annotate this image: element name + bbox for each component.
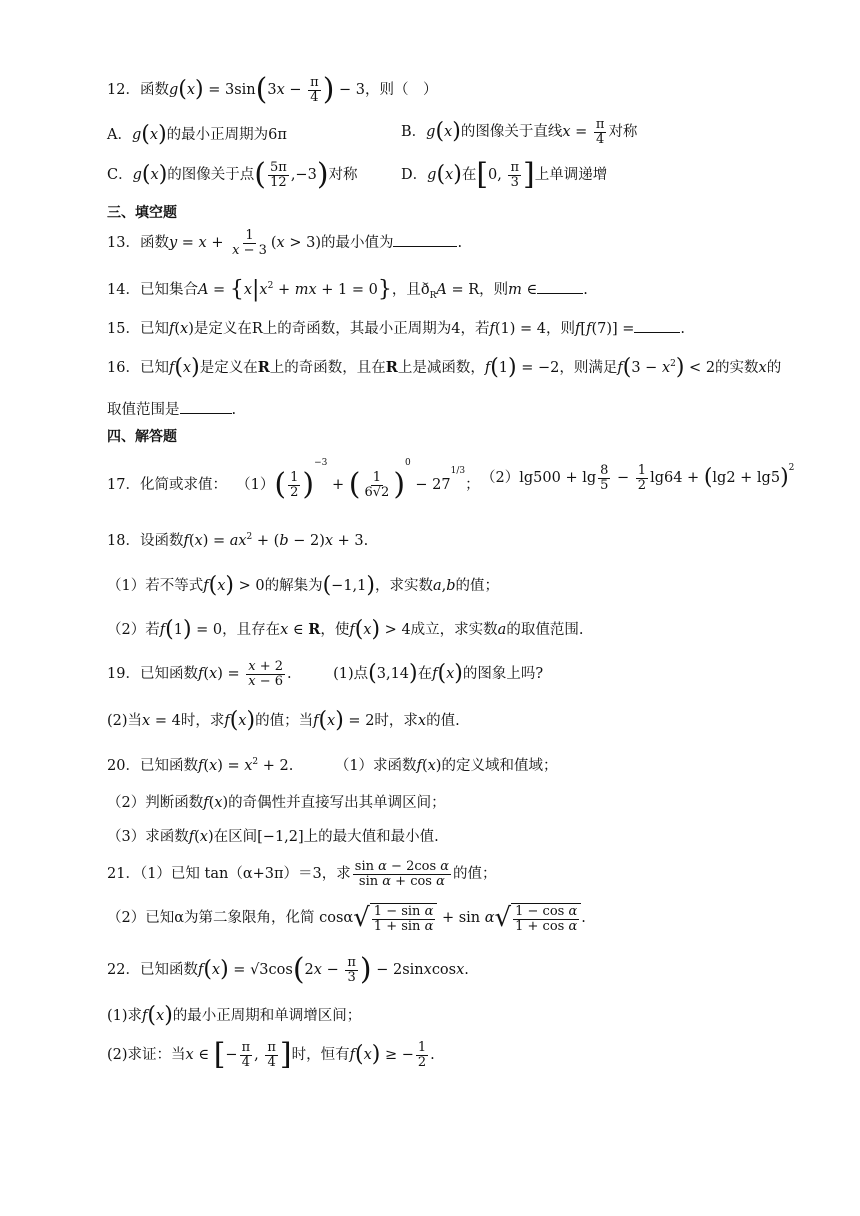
answer-blank[interactable] [634, 320, 680, 333]
q22-end: . [464, 962, 469, 978]
q21-s1-end: 的值； [453, 866, 497, 883]
q22-part-1: (1)求f(x)的最小正周期和单调增区间； [107, 1003, 362, 1028]
q14-prefix: 14．已知集合 [107, 282, 198, 298]
q12-suffix: ，则（ ） [365, 82, 438, 98]
answer-blank[interactable] [180, 401, 232, 414]
q15-text-2: ，则 [546, 321, 576, 337]
section-heading-solve: 四、解答题 [107, 429, 177, 445]
option-d-text-2: 上单调递增 [534, 167, 608, 183]
q20-end: . [288, 757, 294, 774]
q14: 14．已知集合$A = \{x|x^2$ + mx + 1 = 0}，且$ð_RA = R$，则m ∈ . [107, 277, 588, 302]
q20-s2-a: （2）判断函数 [107, 795, 204, 811]
q22-prefix: 22．已知函数 [107, 962, 198, 978]
q13: 13．函数y = x + $\frac{1}{x - 3}$ (x > 3)的最小值为 . [107, 228, 463, 258]
q16-line-1: 16．已知f(x)是定义在R上的奇函数，且在R上是减函数，f(1) = −2，则满足$f(3 - x^2) < 2$的实数x的 [107, 355, 782, 380]
q20-stem: 20．已知函数$f(x) = x^2 + 2$. （1）求函数f(x)的定义域和值域； [107, 757, 558, 774]
q12-option-d: D．g(x)在[0, $\frac{\pi}{3}$ ]上单调递增 [401, 157, 608, 192]
q20-prefix: 20．已知函数 [107, 757, 198, 774]
q21-part-2: （2）已知α为第二象限角，化简 cosα √ $\frac{\text{1 − sin α}}{\text{1 + sin α}}$ + sin α √ $\frac{\text{1 − cos α}}{\text{1 + cos α}}$ . [107, 903, 586, 934]
q16-prefix: 16．已知 [107, 360, 169, 376]
q17: 17．化简或求值： （1）( $\frac{1}{2}$ )$^{-3}$ + ( $\frac{1}{6√2}$ )$^0 - 27^{1/3}$； [107, 458, 480, 502]
q16-text-3: 上是减函数， [397, 360, 485, 376]
option-label-c: C． [107, 167, 133, 183]
q18-prefix: 18．设函数 [107, 532, 184, 549]
q17-part-2: （2）lg500 + lg $\frac{8}{5}$ − $\frac{1}{2}$ $\lg 64 + (\lg 2 + \lg 5)^2$ [481, 462, 795, 493]
q13-suffix: 的最小值为 [320, 235, 394, 252]
pi-over-4: $\frac{\pi}{4}$ [310, 74, 319, 105]
option-b-text-2: 对称 [608, 124, 638, 141]
q18-part-1: （1）若不等式f(x) > 0的解集为(−1,1)，求实数a,b的值； [107, 573, 500, 598]
q19-s1-a: (1)点 [333, 666, 369, 683]
option-c-text-2: 对称 [328, 167, 358, 183]
q20-s3-b: 在区间 [213, 829, 258, 845]
q20-s3-a: （3）求函数 [107, 829, 189, 845]
q12-stem: 12．函数g(x) = 3sin(3x − $\frac{\pi}{4}$ ) − 3，则（ ） [107, 72, 438, 107]
q19-s2-e: 的值. [426, 713, 460, 729]
q18-s1-a: （1）若不等式 [107, 578, 204, 594]
q17-part-2-label: （2） [481, 470, 520, 486]
q22-stem: 22．已知函数f(x) = √3cos(2x − $\frac{\pi}{3}$ ) − 2sinxcosx. [107, 952, 469, 987]
q16-text-1: 是定义在 [199, 360, 258, 376]
option-d-text-1: 在 [461, 167, 477, 183]
q21-prefix: 21．（1）已知 tan（α+3π）＝3，求 [107, 866, 351, 883]
option-label-b: B． [401, 124, 427, 141]
q22-s1-b: 的最小正周期和单调增区间； [172, 1008, 362, 1024]
q19-s2-d: 时，求 [374, 713, 418, 729]
q15-text-1: 是定义在R上的奇函数，其最小正周期为4，若 [193, 321, 490, 337]
q20-s1-a: （1）求函数 [334, 757, 417, 774]
q16-line2-text: 取值范围是 [107, 402, 180, 418]
q19-s1-c: 的图象上吗? [462, 666, 544, 683]
q22-s2-a: (2)求证：当 [107, 1047, 186, 1063]
q17-part-1-end: ； [465, 477, 480, 493]
q19-s2-c: 的值；当 [255, 713, 314, 729]
q18-s2-b: ，且存在 [222, 622, 281, 638]
q22-s2-b: 时，恒有 [291, 1047, 350, 1063]
q16-text-2: 上的奇函数，且在 [269, 360, 386, 376]
q18-s2-c: ，使 [320, 622, 350, 638]
q18-s2-d: 成立，求实数 [410, 622, 498, 638]
q20-part-3: （3）求函数f(x)在区间[−1,2]上的最大值和最小值. [107, 829, 439, 845]
q12-prefix: 12．函数 [107, 82, 169, 98]
q18-s2-a: （2）若 [107, 622, 160, 638]
q18-s1-c: ，求实数 [374, 578, 433, 594]
q22-part-2: (2)求证：当x ∈ [− $\frac{\pi}{4}$ , $\frac{\pi}{4}$ ]时，恒有f(x) ≥ − $\frac{1}{2}$ . [107, 1037, 435, 1072]
q12-option-a: A．g(x)的最小正周期为6π [107, 122, 287, 147]
q12-option-c: C．g(x)的图像关于点( $\frac{5\pi}{12}$ ,−3)对称 [107, 157, 358, 192]
q19-prefix: 19．已知函数 [107, 666, 198, 683]
answer-blank[interactable] [393, 234, 457, 247]
q19-s2-a: (2)当 [107, 713, 143, 729]
q13-prefix: 13．函数 [107, 235, 169, 252]
q16-text-6: 的 [766, 360, 782, 376]
q16-text-5: 的实数 [715, 360, 759, 376]
option-c-text-1: 的图像关于点 [167, 167, 255, 183]
q15-prefix: 15．已知 [107, 321, 169, 337]
q20-s3-c: 上的最大值和最小值. [303, 829, 439, 845]
q18-s1-d: 的值； [455, 578, 500, 594]
q22-s1-a: (1)求 [107, 1008, 143, 1024]
q20-part-2: （2）判断函数f(x)的奇偶性并直接写出其单调区间； [107, 795, 446, 811]
q21-part-1: 21．（1）已知 tan（α+3π）＝3，求 $\frac{\text{sin α − 2cos α}}{\text{sin α + cos α}}$ 的值； [107, 859, 497, 889]
q18-s1-b: 的解集为 [264, 578, 323, 594]
q19-stem: 19．已知函数f(x) = $\frac{x + 2}{x - 6}$ . (1)点(3,14)在f(x)的图象上吗? [107, 659, 544, 689]
q18-s2-e: 的取值范围. [506, 622, 584, 638]
q21-s2-a: （2）已知α为第二象限角，化简 cosα [107, 910, 354, 927]
option-b-text-1: 的图像关于直线 [460, 124, 563, 141]
q19-part-2: (2)当x = 4时，求f(x)的值；当f(x) = 2时，求x的值. [107, 708, 460, 733]
q13-end: . [457, 235, 463, 252]
q18-part-2: （2）若f(1) = 0，且存在x ∈ R，使f(x) > 4成立，求实数a的取值范围. [107, 617, 584, 642]
q16-end: . [231, 402, 237, 418]
q15-end: . [680, 321, 686, 337]
q22-s2-end: . [430, 1047, 435, 1063]
option-label-d: D． [401, 167, 428, 183]
q19-s1-b: 在 [417, 666, 433, 683]
option-label-a: A． [107, 127, 132, 143]
q18-stem: 18．设函数$f(x) = ax^2 + (b - 2)x + 3$. [107, 532, 369, 549]
q14-mid2: ，则 [479, 282, 509, 298]
q12-option-b: B．g(x)的图像关于直线x = $\frac{\pi}{4}$ 对称 [401, 117, 638, 147]
q19-s2-b: 时，求 [180, 713, 225, 729]
answer-blank[interactable] [537, 281, 583, 294]
q14-end: . [583, 282, 588, 298]
q16-line-2 [107, 401, 236, 419]
q19-end: . [287, 666, 292, 683]
q15: 15．已知f(x)是定义在R上的奇函数，其最小正周期为4，若f(1) = 4，则f[f(7)] = . [107, 321, 686, 337]
q20-s1-b: 的定义域和值域； [441, 757, 558, 774]
q14-mid: ，且 [391, 282, 421, 298]
q16-text-4: ，则满足 [559, 360, 618, 376]
q20-s2-b: 的奇偶性并直接写出其单调区间； [228, 795, 446, 811]
q17-part-1-label: （1） [236, 477, 275, 493]
q21-s2-end: . [581, 910, 586, 927]
q18-end: . [363, 532, 369, 549]
q17-prefix: 17．化简或求值： [107, 477, 227, 493]
option-a-text: 的最小正周期为6π [166, 127, 287, 143]
section-heading-fill-blank: 三、填空题 [107, 205, 177, 221]
